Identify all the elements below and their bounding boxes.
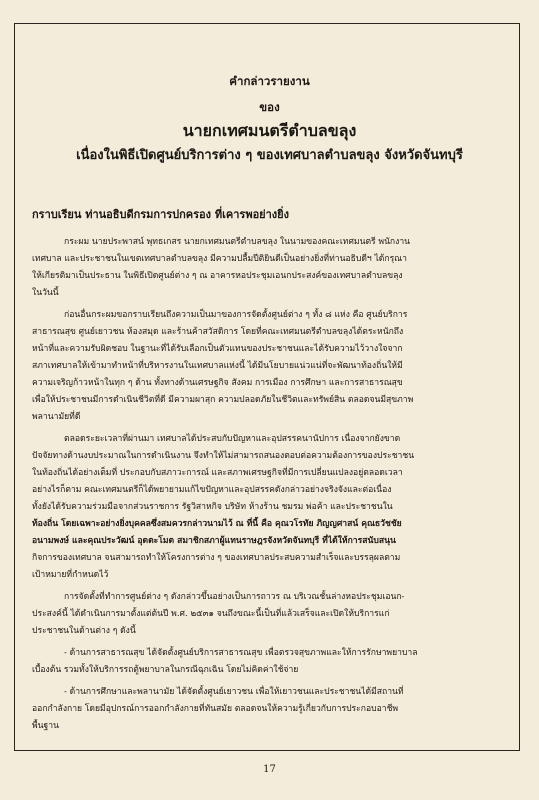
body-line: ในท้องถิ่นได้อย่างเต็มที่ ประกอบกับสภาวะการณ์ และสภาพเศรษฐกิจที่มีการเปลี่ยนแปลงอยู่ตลอดเวลา	[32, 468, 403, 478]
heading-occasion: เนื่องในพิธีเปิดศูนย์บริการต่าง ๆ ของเทศบาลตำบลขลุง จังหวัดจันทบุรี	[76, 148, 463, 163]
body-line: เพื่อให้ประชาชนมีการดำเนินชีวิตที่ดี มีความผาสุก ความปลอดภัยในชีวิตและทรัพย์สิน ตลอดจนมีสุขภาพ	[32, 395, 414, 405]
body-line: ปัจจัยทางด้านงบประมาณในการดำเนินงาน จึงทำให้ไม่สามารถสนองตอบต่อความต้องการของประชาชน	[32, 451, 415, 461]
heading-mayor: นายกเทศมนตรีตำบลขลุง	[182, 121, 357, 140]
body-line: พื้นฐาน	[32, 721, 59, 731]
body-line: เทศบาล และประชาชนในเขตเทศบาลตำบลขลุง มีความปลื้มปีติยินดีเป็นอย่างยิ่งที่ท่านอธิบดีฯ ได้กรุณา	[32, 254, 407, 264]
body-line: ทั้งยังได้รับความร่วมมือจากส่วนราชการ รัฐวิสาหกิจ บริษัท ห้างร้าน ชมรม พ่อค้า และประชาชนใน	[32, 502, 393, 512]
body-line: ให้เกียรติมาเป็นประธาน ในพิธีเปิดศูนย์ต่าง ๆ ณ อาคารหอประชุมเอนกประสงค์ของเทศบาลตำบลขลุง	[32, 271, 403, 281]
body-line: - ด้านการสาธารณสุข ได้จัดตั้งศูนย์บริการสาธารณสุข เพื่อตรวจสุขภาพและให้การรักษาพยาบาล	[64, 648, 418, 658]
salutation: กราบเรียน ท่านอธิบดีกรมการปกครอง ที่เคารพอย่างยิ่ง	[32, 208, 289, 221]
body-line: หน้าที่และความรับผิดชอบ ในฐานะที่ได้รับเลือกเป็นตัวแทนของประชาชนและได้รับความไว้วางใจจาก	[32, 344, 403, 354]
body-line: เบื้องต้น รวมทั้งให้บริการรถตู้พยาบาลในกรณีฉุกเฉิน โดยไม่คิดค่าใช้จ่าย	[32, 665, 299, 675]
body-line: กิจการของเทศบาล จนสามารถทำให้โครงการต่าง ๆ ของเทศบาลประสบความสำเร็จและบรรลุผลตาม	[32, 553, 401, 563]
body-line: การจัดตั้งที่ทำการศูนย์ต่าง ๆ ดังกล่าวขึ้นอย่างเป็นการถาวร ณ บริเวณชั้นล่างหอประชุมเอนก-	[64, 592, 405, 602]
body-line: ประชาชนในด้านต่าง ๆ ดังนี้	[32, 626, 136, 636]
body-line: สภาเทศบาลให้เข้ามาทำหน้าที่บริหารงานในเทศบาลแห่งนี้ ได้มีนโยบายแน่วแน่ที่จะพัฒนาท้องถิ่นให้มี	[32, 361, 403, 371]
body-line: พลานามัยที่ดี	[32, 412, 81, 422]
body-line: เป้าหมายที่กำหนดไว้	[32, 570, 109, 580]
page-number: 17	[263, 764, 276, 775]
body-line: ท้องถิ่น โดยเฉพาะอย่างยิ่งบุคคลซึ่งสมควรกล่าวนามไว้ ณ ที่นี้ คือ คุณวโรทัย ภิญญศาสน์ คุณธวัชชัย	[32, 519, 402, 529]
body-line: กระผม นายประพาสน์ พุทธเกสร นายกเทศมนตรีตำบลขลุง ในนามของคณะเทศมนตรี พนักงาน	[64, 237, 411, 247]
heading-title: คำกล่าวรายงาน	[229, 74, 310, 88]
body-line: ความเจริญก้าวหน้าในทุก ๆ ด้าน ทั้งทางด้านเศรษฐกิจ สังคม การเมือง การศึกษา และการสาธารณสุข	[32, 378, 403, 388]
body-line: ออกกำลังกาย โดยมีอุปกรณ์การออกกำลังกายที่ทันสมัย ตลอดจนให้ความรู้เกี่ยวกับการประกอบอาชีพ	[32, 704, 399, 714]
body-line: - ด้านการศึกษาและพลานามัย ได้จัดตั้งศูนย์เยาวชน เพื่อให้เยาวชนและประชาชนได้มีสถานที่	[64, 687, 404, 697]
body-line: อย่างไรก็ตาม คณะเทศมนตรีก็ได้พยายามแก้ไขปัญหาและอุปสรรคดังกล่าวอย่างจริงจังและต่อเนื่อง	[32, 485, 392, 495]
body-line: ประสงค์นี้ ได้ดำเนินการมาตั้งแต่ต้นปี พ.ศ. ๒๕๓๑ จนถึงขณะนี้เป็นที่แล้วเสร็จและเปิดให้บริการแก่	[32, 609, 390, 619]
body-line: ตลอดระยะเวลาที่ผ่านมา เทศบาลได้ประสบกับปัญหาและอุปสรรคนานัปการ เนื่องจากยังขาด	[64, 434, 401, 444]
body-line: อนามพงษ์ และคุณประวัฒน์ อุดตะโมต สมาชิกสภาผู้แทนราษฎรจังหวัดจันทบุรี ที่ได้ให้การสนับสนุน	[32, 536, 396, 546]
body-line: ก่อนอื่นกระผมขอกราบเรียนถึงความเป็นมาของการจัดตั้งศูนย์ต่าง ๆ ทั้ง ๘ แห่ง คือ ศูนย์บริการ	[64, 310, 408, 320]
heading-of: ของ	[259, 100, 280, 114]
body-line: สาธารณสุข ศูนย์เยาวชน ห้องสมุด และร้านค้าสวัสดิการ โดยที่คณะเทศมนตรีตำบลขลุงได้ตระหนักถึง	[32, 327, 404, 337]
body-line: ในวันนี้	[32, 288, 59, 298]
